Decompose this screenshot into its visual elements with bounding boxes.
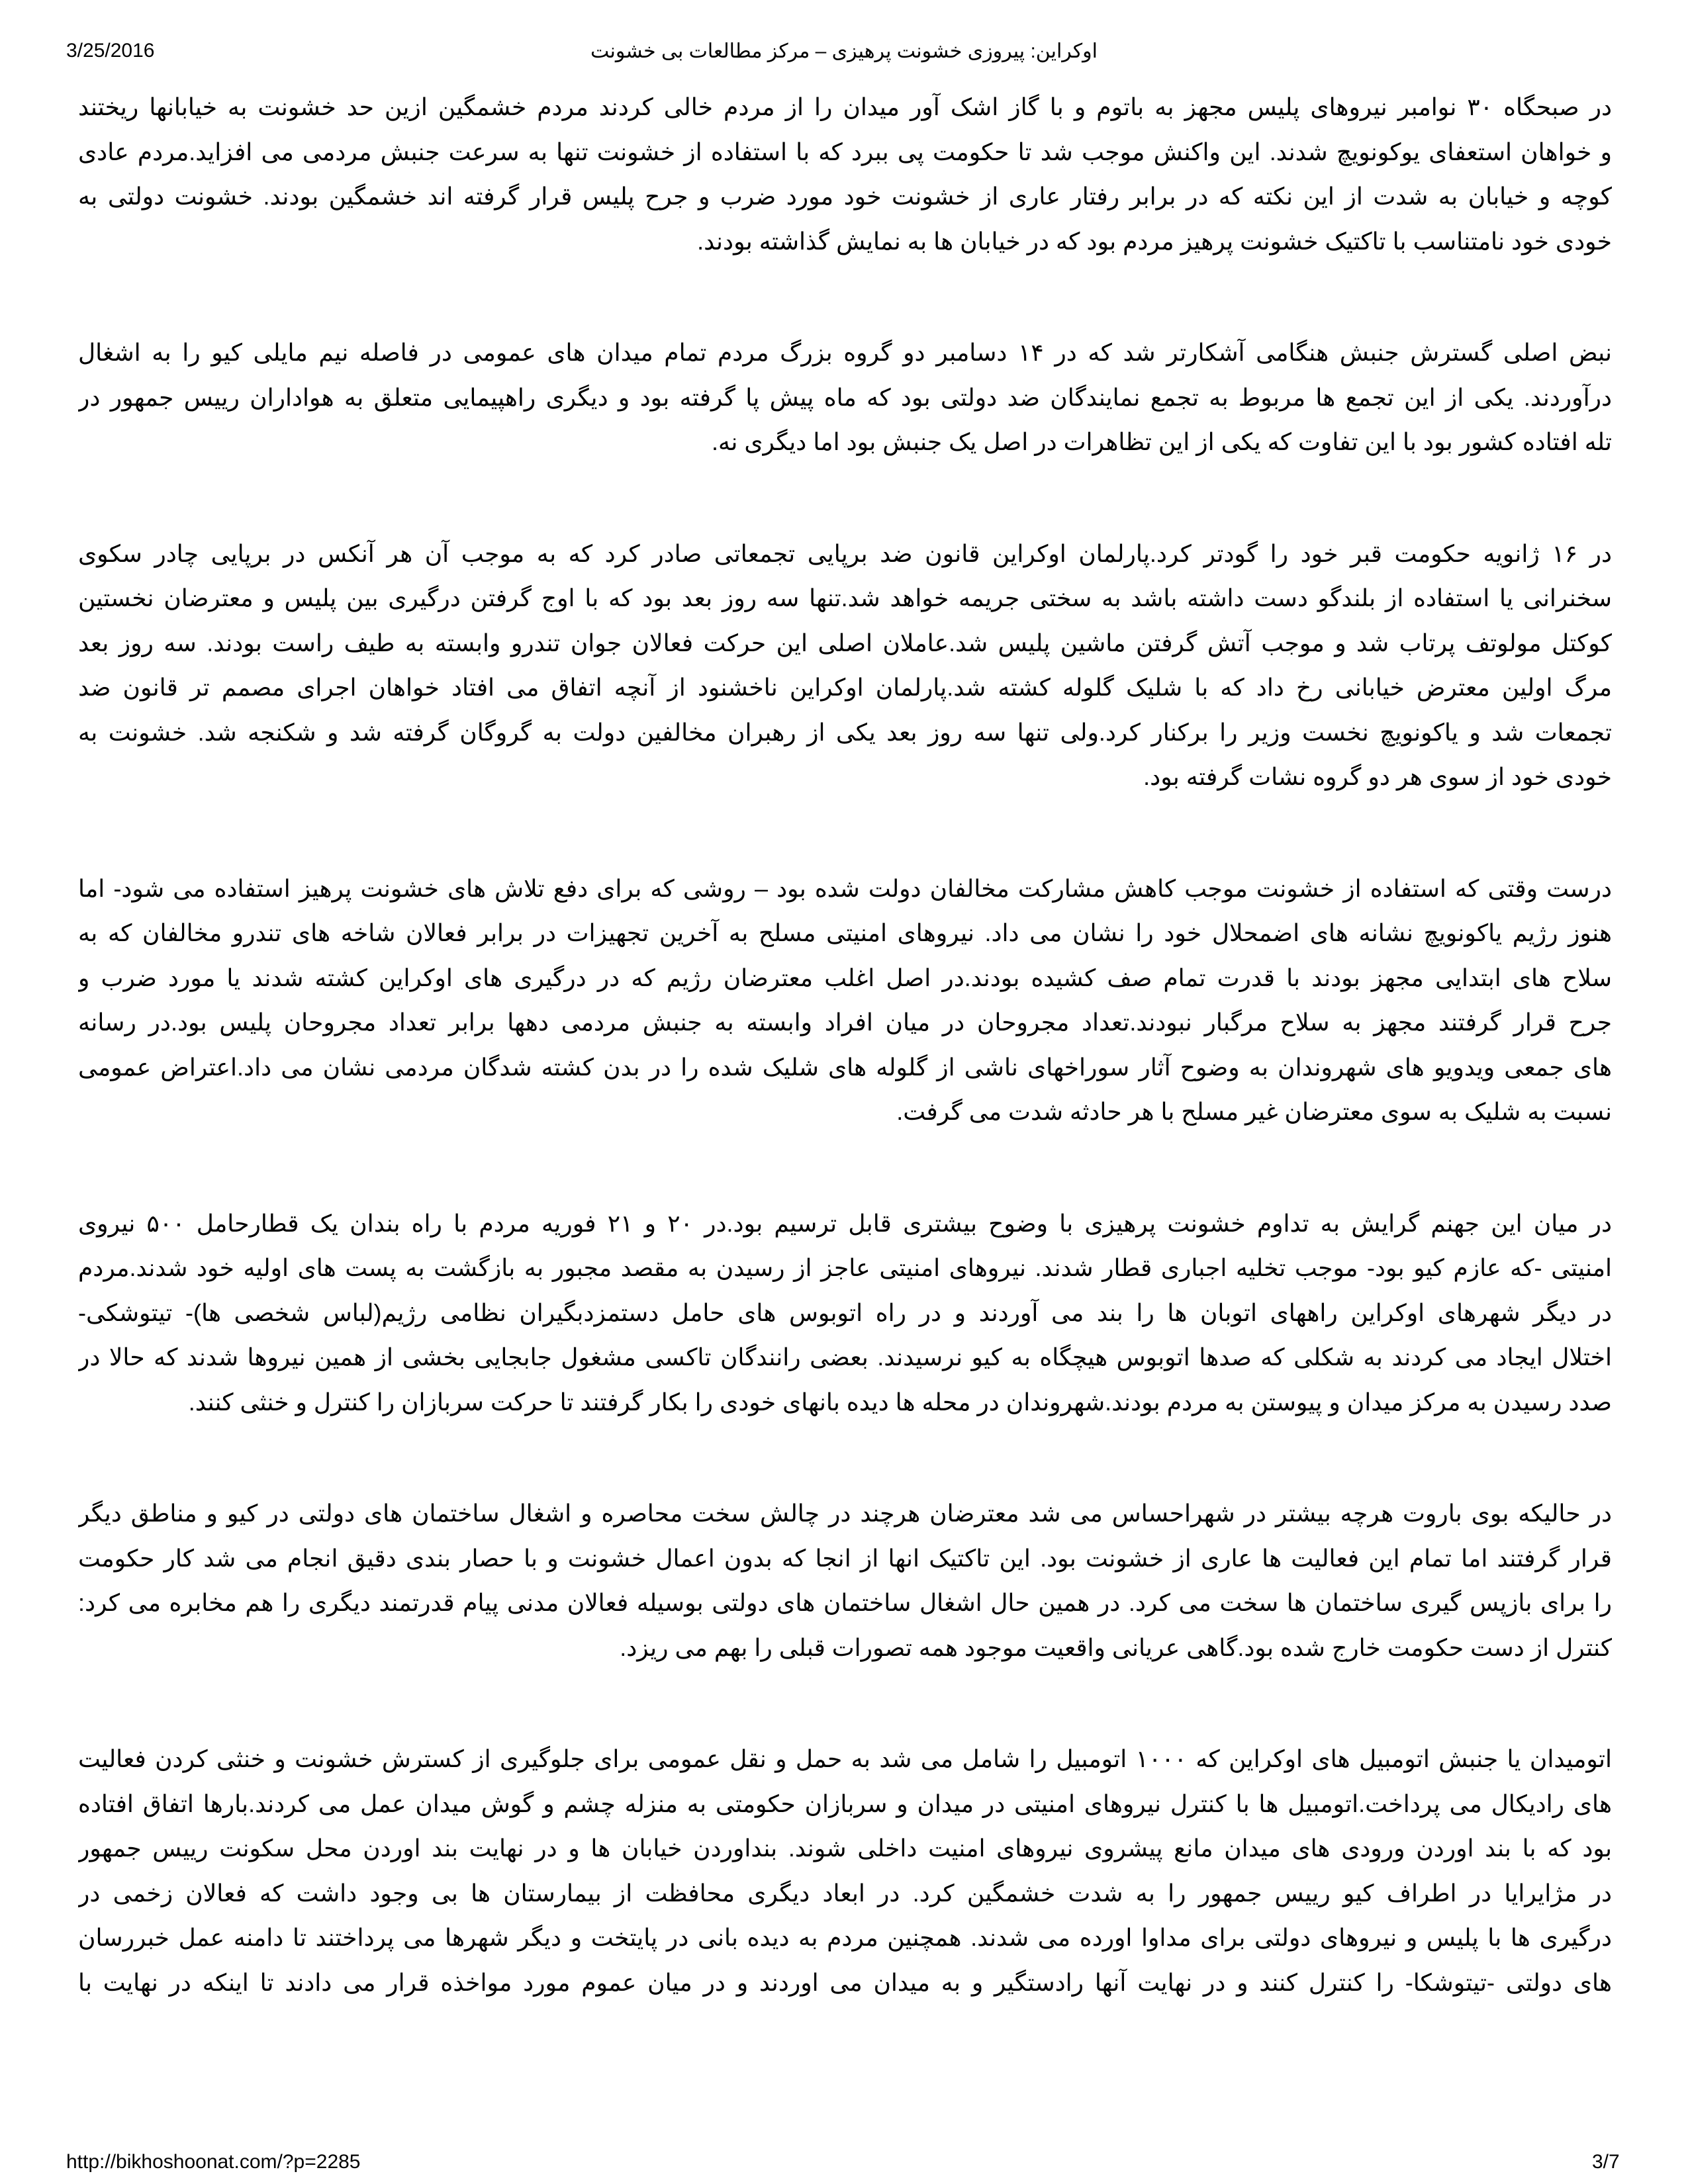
text-line: قرار گرفتند اما تمام این فعالیت ها عاری از خشونت بود. این تاکتیک انها از انجا که بدون اعمال خشونت و با حصار بندی دقیق انجام می شد کار حکومت (78, 1544, 1612, 1572)
header-title: اوکراین: پیروزی خشونت پرهیزی – مرکز مطالعات بی خشونت (590, 40, 1098, 62)
text-line: درست وقتی که استفاده از خشونت موجب کاهش مشارکت مخالفان دولت شده بود – روشی که برای دفع تلاش های خشونت پرهیز استفاده می شود- اما (78, 874, 1612, 902)
text-line: تجمعات شد و یاکونویچ نخست وزیر را برکنار کرد.ولی تنها سه روز بعد یکی از رهبران مخالفین دولت به گروگان گرفته شد و شکنجه شد. خشونت به (78, 718, 1612, 746)
text-line: در صبحگاه ۳۰ نوامبر نیروهای پلیس مجهز به باتوم و با گاز اشک آور میدان را از مردم خالی کردند مردم خشمگین ازین حد خشونت به خیابانها ریختند (78, 93, 1612, 120)
text-line: درآوردند. یکی از این تجمع ها مربوط به تجمع نمایندگان ضد دولتی بود که ماه پیش پا گرفته بود و دیگری راهپیمایی متعلق به هواداران رییس جمهور در (78, 383, 1612, 411)
header-date: 3/25/2016 (66, 40, 155, 62)
text-line: کوچه و خیابان به شدت از این نکته که در برابر رفتار عاری از خشونت خود مورد ضرب و جرح پلیس قرار گرفته اند خشمگین بودند. خشونت دولتی به (78, 183, 1612, 210)
text-line: کوکتل مولوتف پرتاب شد و موجب آتش گرفتن ماشین پلیس شد.عاملان اصلی این حرکت فعالان جوان تندرو وابسته به طیف راست بودند. سه روز بعد (78, 629, 1612, 657)
text-line: در دیگر شهرهای اوکراین راههای اتوبان ها را بند می آوردند و در راه اتوبوس های حامل دستمزدبگیران نظامی رژیم(لباس شخصی ها)- تیتوشکی- (78, 1298, 1612, 1326)
paragraph-7 (78, 1737, 1612, 2005)
page-number: 3/7 (1592, 2151, 1620, 2173)
text-line: درگیری ها با پلیس و نیروهای دولتی برای مداوا اورده می شدند. همچنین مردم به دیده بانی در پایتخت و دیگر شهرها می پرداختند تا دامنه عمل خبررسان (78, 1924, 1612, 1951)
text-line: تله افتاده کشور بود با این تفاوت که یکی از این تظاهرات در اصل یک جنبش بود اما دیگری نه. (712, 428, 1612, 455)
text-line: نبض اصلی گسترش جنبش هنگامی آشکارتر شد که در ۱۴ دسامبر دو گروه بزرگ مردم تمام میدان های عمومی در فاصله نیم مایلی کیو را به اشغال (78, 339, 1612, 366)
text-line: نسبت به شلیک به سوی معترضان غیر مسلح با هر حادثه شدت می گرفت. (896, 1098, 1612, 1125)
text-line: خودی خود از سوی هر دو گروه نشات گرفته بود. (1143, 763, 1612, 790)
text-line: در مژایرایا در اطراف کیو رییس جمهور را به شدت خشمگین کرد. در ابعاد دیگری محافظت از بیمارستان ها بی وجود داشت که فعالان زخمی در (78, 1879, 1612, 1907)
text-line: های دولتی -تیتوشکا- را کنترل کنند و در نهایت آنها رادستگیر و به میدان می اوردند و در میان عموم مورد مواخذه قرار می دادند تا اینکه در نهایت با (78, 1968, 1612, 1996)
article-body (78, 85, 1612, 2071)
text-line: و خواهان استعفای یوکونویچ شدند. این واکنش موجب شد تا حکومت پی ببرد که با استفاده از خشونت تنها به سرعت جنبش مردمی می افزاید.مردم عادی (78, 138, 1612, 165)
paragraph-4 (78, 866, 1612, 1134)
text-line: را برای بازپس گیری ساختمان ها سخت می کرد. در همین حال اشغال ساختمان های دولتی بوسیله فعالان مدنی پیام قدرتمند دیگری را هم مخابره می کرد: (78, 1589, 1612, 1616)
paragraph-6 (78, 1491, 1612, 1670)
text-line: سخنرانی یا استفاده از بلندگو دست داشته باشد به سختی جریمه خواهد شد.تنها سه روز بعد بود که با اوج گرفتن درگیری بین پلیس و معترضان نخستین (78, 584, 1612, 612)
text-line: جرح قرار گرفتند مجهز به سلاح مرگبار نبودند.تعداد مجروحان در میان افراد وابسته به جنبش مردمی دهها برابر تعداد مجروحان پلیس بود.در رسانه (78, 1009, 1612, 1036)
text-line: در میان این جهنم گرایش به تداوم خشونت پرهیزی با وضوح بیشتری قابل ترسیم بود.در ۲۰ و ۲۱ فوریه مردم با راه بندان یک قطارحامل ۵۰۰ نیروی (78, 1209, 1612, 1237)
text-line: در ۱۶ ژانویه حکومت قبر خود را گودتر کرد.پارلمان اوکراین قانون ضد برپایی تجمعاتی صادر کرد که به موجب آن هر آنکس در برپایی چادر سکوی (78, 539, 1612, 567)
text-line: صدد رسیدن به مرکز میدان و پیوستن به مردم بودند.شهروندان در محله ها دیده بانهای خودی را بکار گرفتند تا حرکت سربازان را کنترل و خنثی کنند. (188, 1388, 1612, 1416)
paragraph-2 (78, 330, 1612, 465)
text-line: های جمعی ویدویو های شهروندان به وضوح آثار سوراخهای ناشی از گلوله های شلیک شده را در بدن کشته شدگان مردمی نشان می داد.اعتراض عمومی (78, 1053, 1612, 1081)
text-line: خودی خود نامتناسب با تاکتیک خشونت پرهیز مردم بود که در خیابان ها به نمایش گذاشته بودند. (697, 227, 1612, 255)
paragraph-1 (78, 85, 1612, 263)
paragraph-3 (78, 531, 1612, 799)
text-line: اختلال ایجاد می کردند به شکلی که صدها اتوبوس هیچگاه به کیو نرسیدند. بعضی رانندگان تاکسی مشغول جابجایی بخشی از همین نیروها شدند که حالا در (78, 1343, 1612, 1371)
footer-url-link[interactable]: http://bikhoshoonat.com/?p=2285 (66, 2151, 361, 2173)
text-line: هنوز رژیم یاکونویچ نشانه های اضمحلال خود را نشان می داد. نیروهای امنیتی مسلح به آخرین تجهیزات در برابر فعالان شاخه های تندرو مخالفان که به (78, 919, 1612, 946)
text-line: اتومیدان یا جنبش اتومبیل های اوکراین که ۱۰۰۰ اتومبیل را شامل می شد به حمل و نقل عمومی برای جلوگیری از کسترش خشونت و خنثی کردن فعالیت (78, 1745, 1612, 1772)
text-line: مرگ اولین معترض خیابانی رخ داد که با شلیک گلوله کشته شد.پارلمان اوکراین ناخشنود از آنچه اتفاق می افتاد خواهان اجرای مصمم تر قانون ضد (78, 674, 1612, 701)
text-line: کنترل از دست حکومت خارج شده بود.گاهی عریانی واقعیت موجود همه تصورات قبلی را بهم می ریزد. (620, 1633, 1612, 1661)
text-line: های رادیکال می پرداخت.اتومبیل ها با کنترل نیروهای امنیتی در میدان و سربازان حکومتی به منزله چشم و گوش میدان عمل می کردند.بارها اتفاق افتاده (78, 1790, 1612, 1817)
text-line: بود که با بند اوردن ورودی های میدان مانع پیشروی نیروهای امنیت داخلی شوند. بنداوردن خیابان ها و در نهایت بند اوردن محل سکونت رییس جمهور (78, 1835, 1612, 1862)
text-line: در حالیکه بوی باروت هرچه بیشتر در شهراحساس می شد معترضان هرچند در چالش سخت محاصره و اشغال ساختمان های دولتی در کیو و مناطق دیگر (78, 1500, 1612, 1527)
text-line: امنیتی -که عازم کیو بود- موجب تخلیه اجباری قطار شدند. نیروهای امنیتی عاجز از رسیدن به مقصد مجبور به بازگشت به پست های اولیه خود شدند.مردم (78, 1254, 1612, 1281)
paragraph-5 (78, 1201, 1612, 1425)
text-line: سلاح های ابتدایی مجهز بودند با قدرت تمام صف کشیده بودند.در اصل اغلب معترضان رژیم که در درگیری های اوکراین کشته شدند یا مورد ضرب و (78, 964, 1612, 991)
